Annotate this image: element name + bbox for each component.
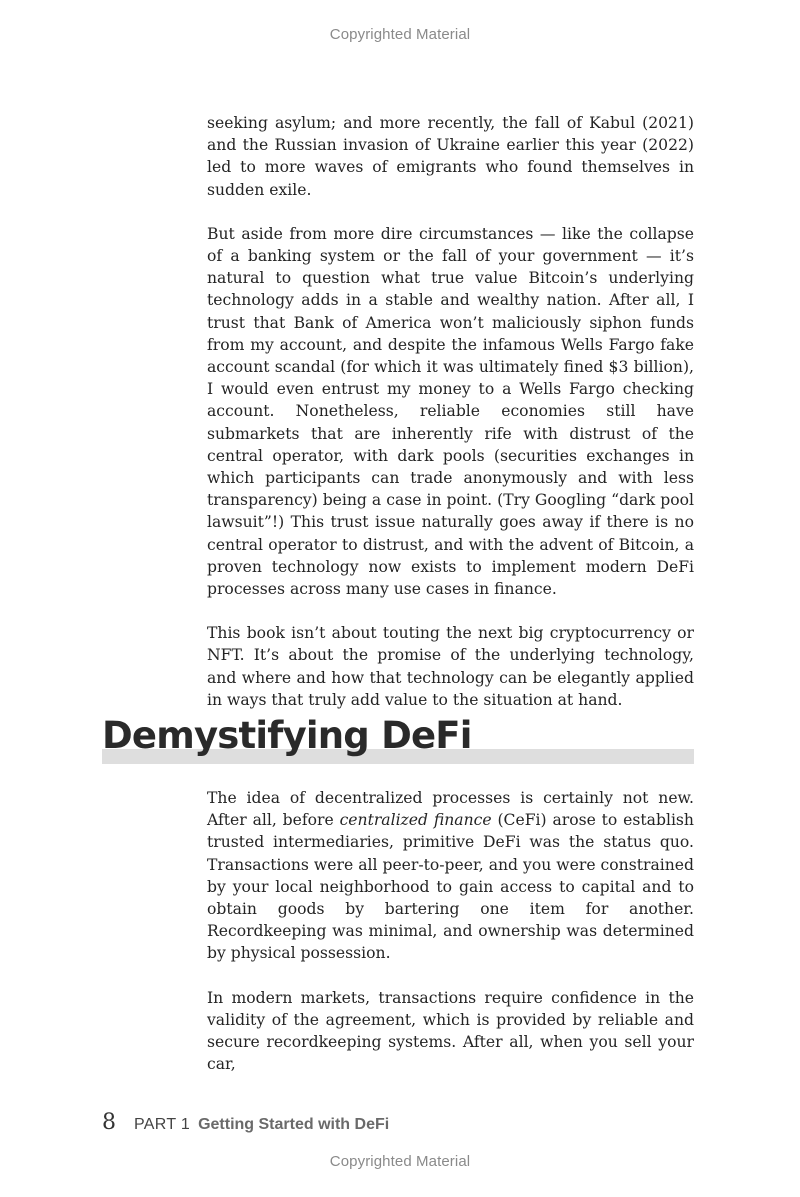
italic-term: centralized finance <box>339 811 492 830</box>
copyright-watermark-bottom: Copyrighted Material <box>329 1153 471 1170</box>
body-text-section-1 <box>207 112 694 733</box>
page-footer <box>102 1110 389 1140</box>
chapter-title: Getting Started with DeFi <box>198 1116 390 1133</box>
paragraph: But aside from more dire circumstances — like the collapse of a banking system or the fall of your government — it’s natural to question what true value Bitcoin’s underlying technology adds in a stable and wealthy nation. After all, I trust that Bank of America won’t maliciously siphon funds from my account, and despite the infamous Wells Fargo fake account scandal (for which it was ultimately fined $3 billion), I would even entrust my money to a Wells Fargo checking account. Nonetheless, reliable economies still have submarkets that are inherently rife with distrust of the central operator, with dark pools (securities exchanges in which participants can trade anonymously and with less transparency) being a case in point. (Try Googling “dark pool lawsuit”!) This trust issue naturally goes away if there is no central operator to distrust, and with the advent of Bitcoin, a proven technology now exists to implement modern DeFi processes across many use cases in finance. <box>207 224 694 599</box>
paragraph: seeking asylum; and more recently, the fall of Kabul (2021) and the Russian invasion of Ukraine earlier this year (2022) led to more waves of emigrants who found themselves in sudden exile. <box>207 114 694 199</box>
part-label: PART 1 <box>134 1116 191 1133</box>
paragraph: In modern markets, transactions require confidence in the validity of the agreement, which is provided by reliable and secure recordkeeping systems. After all, when you sell your car, <box>207 988 694 1074</box>
section-heading: Demystifying DeFi <box>102 714 472 757</box>
paragraph <box>207 787 694 965</box>
copyright-watermark-top: Copyrighted Material <box>329 26 471 43</box>
paragraph: This book isn’t about touting the next big cryptocurrency or NFT. It’s about the promise of the underlying technology, and where and how that technology can be elegantly applied in ways that truly add value to the situation at hand. <box>207 624 694 709</box>
page-number: 8 <box>102 1110 116 1135</box>
paragraph-text: (CeFi) arose to establish trusted intermediaries, primitive DeFi was the status quo. Transactions were all peer-to-peer, and you were constrained by your local neighborhood to gain access to capital and to obtain goods by bartering one item for another. Recordkeeping was minimal, and ownership was determined by physical possession. <box>207 811 694 963</box>
body-text-section-2 <box>207 787 694 1097</box>
paragraph-text: The idea of decentralized processes is certainly not new. After all, before <box>207 789 694 830</box>
section-heading-block <box>102 712 694 764</box>
